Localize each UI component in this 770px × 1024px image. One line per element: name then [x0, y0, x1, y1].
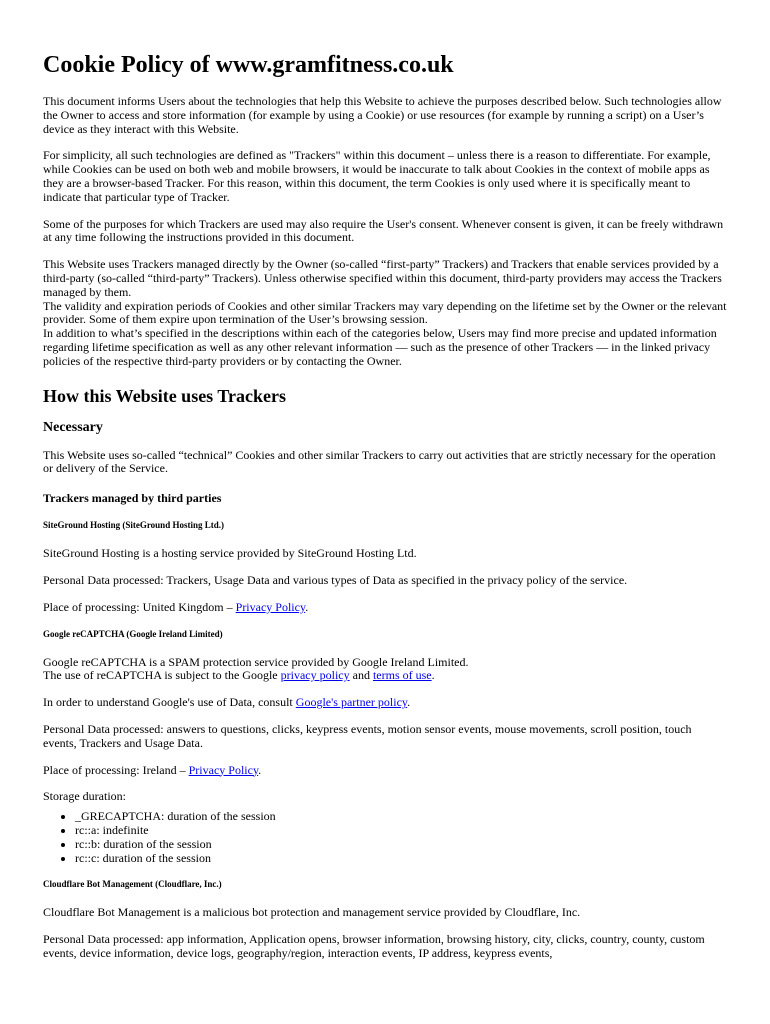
- intro-paragraph-3: Some of the purposes for which Trackers are used may also require the User's consent. Whenever consent is given, it can be freely withdrawn at any time following the instructions provided in this document.: [43, 216, 724, 245]
- intro-paragraph-2: For simplicity, all such technologies are defined as "Trackers" within this document – unless there is a reason to differentiate. For example, while Cookies can be used on both web and mobile browsers, it would be inaccurate to talk about Cookies in the context of mobile apps as they are a browser-based Tracker. For this reason, within this document, the term Cookies is only used where it is specifically meant to indicate that particular type of Tracker.: [43, 148, 711, 204]
- place-label: Place of processing: United Kingdom –: [43, 599, 236, 614]
- place-label: Place of processing: Ireland –: [43, 762, 189, 777]
- place-suffix: .: [258, 762, 262, 777]
- privacy-policy-link[interactable]: Privacy Policy: [188, 762, 259, 777]
- service-heading: SiteGround Hosting (SiteGround Hosting Ltd.): [43, 520, 224, 531]
- service-description: Google reCAPTCHA is a SPAM protection service provided by Google Ireland Limited.: [43, 654, 469, 669]
- service-cloudflare: [43, 878, 728, 960]
- service-heading: Cloudflare Bot Management (Cloudflare, Inc.): [43, 879, 222, 890]
- list-item: • rc::a: indefinite: [75, 823, 728, 837]
- page-title: Cookie Policy of www.gramfitness.co.uk: [43, 52, 454, 78]
- terms-prefix: The use of reCAPTCHA is subject to the Google: [43, 668, 281, 683]
- necessary-heading: Necessary: [43, 419, 103, 435]
- place-suffix: .: [305, 599, 309, 614]
- section-heading-uses: How this Website uses Trackers: [43, 385, 287, 406]
- intro-paragraph-1: This document informs Users about the technologies that help this Website to achieve the purposes described below. Such technologies allow the Owner to access and store information (for example by using a Cookie) or use resources (for example by running a script) on a User’s device as they interact with this Website.: [43, 94, 722, 136]
- service-description: Cloudflare Bot Management is a malicious bot protection and management service provided by Cloudflare, Inc.: [43, 905, 581, 920]
- service-partner-policy-line: [43, 696, 728, 710]
- intro-paragraph-group: [43, 258, 728, 368]
- service-personal-data: Personal Data processed: Trackers, Usage Data and various types of Data as specified in the privacy policy of the service.: [43, 572, 628, 587]
- terms-mid: and: [349, 668, 373, 683]
- service-personal-data: Personal Data processed: answers to questions, clicks, keypress events, motion sensor events, mouse movements, scroll position, touch events, Trackers and Usage Data.: [43, 721, 692, 750]
- privacy-policy-link[interactable]: Privacy Policy: [235, 599, 306, 614]
- google-privacy-policy-link[interactable]: privacy policy: [280, 668, 350, 683]
- list-item: • rc::b: duration of the session: [75, 837, 728, 851]
- service-description: SiteGround Hosting is a hosting service provided by SiteGround Hosting Ltd.: [43, 546, 417, 561]
- necessary-text: This Website uses so-called “technical” Cookies and other similar Trackers to carry out activities that are strictly necessary for the operation or delivery of the Service.: [43, 447, 716, 476]
- intro-paragraph-5: The validity and expiration periods of Cookies and other similar Trackers may vary depending on the lifetime set by the Owner or the relevant provider. Some of them expire upon termination of the User’s browsing session.: [43, 298, 727, 327]
- intro-paragraph-4: This Website uses Trackers managed directly by the Owner (so-called “first-party” Trackers) and Trackers that enable services provided by a third-party (so-called “third-party” Trackers). Unless otherwise specified within this document, third-party providers may access the Trackers managed by them.: [43, 257, 722, 299]
- service-siteground: [43, 519, 728, 614]
- service-personal-data: Personal Data processed: app information, Application opens, browser information, browsing history, city, clicks, country, county, custom events, device information, device logs, geography/region, interaction events, IP address, keypress events,: [43, 931, 705, 960]
- terms-suffix: .: [431, 668, 435, 683]
- service-terms-line: [43, 669, 728, 683]
- storage-duration-label: Storage duration:: [43, 789, 126, 804]
- storage-duration-list: [43, 809, 728, 865]
- intro-paragraph-6: In addition to what’s specified in the descriptions within each of the categories below, Users may find more precise and updated information regarding lifetime specification as well as any other relevant information — such as the presence of other Trackers — in the linked privacy policies of the respective third-party providers or by contacting the Owner.: [43, 326, 717, 368]
- third-parties-heading: Trackers managed by third parties: [43, 491, 222, 506]
- service-heading: Google reCAPTCHA (Google Ireland Limited): [43, 628, 223, 639]
- list-item: • rc::c: duration of the session: [75, 851, 728, 865]
- service-place-of-processing: [43, 764, 728, 778]
- google-partner-policy-link[interactable]: Google's partner policy: [295, 695, 408, 710]
- partner-prefix: In order to understand Google's use of Data, consult: [43, 695, 296, 710]
- service-place-of-processing: [43, 601, 728, 615]
- list-item: • _GRECAPTCHA: duration of the session: [75, 809, 728, 823]
- partner-suffix: .: [407, 695, 411, 710]
- service-recaptcha: [43, 628, 728, 866]
- terms-of-use-link[interactable]: terms of use: [372, 668, 432, 683]
